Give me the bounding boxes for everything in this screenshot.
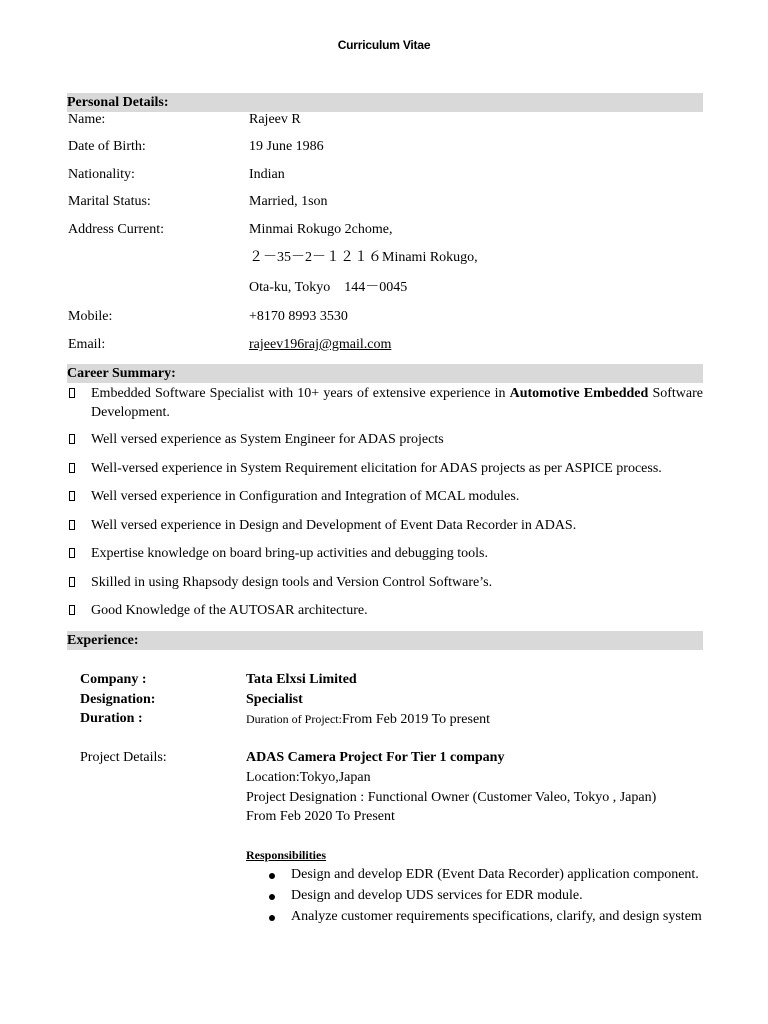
personal-row-address-3: [68, 278, 704, 298]
marital-status-label: Marital Status:: [68, 194, 151, 209]
summary-item-text: Well-versed experience in System Requirement elicitation for ADAS projects as per ASPICE process.: [91, 461, 662, 476]
nationality-value: Indian: [249, 167, 285, 182]
checkbox-bullet-icon: [69, 388, 75, 398]
duration-prefix: Duration of Project:: [246, 712, 342, 726]
name-value: Rajeev R: [249, 112, 301, 127]
checkbox-bullet-icon: [69, 463, 75, 473]
summary-item-text: [91, 384, 703, 422]
summary-text-part: Embedded Software Specialist with 10+ years of extensive experience in: [91, 386, 510, 401]
company-row: [80, 670, 720, 690]
address-line-2: ２－35－2－１２１６Minami Rokugo,: [249, 250, 478, 265]
checkbox-bullet-icon: [69, 577, 75, 587]
project-location: Location:Tokyo,Japan: [246, 770, 371, 785]
duration-text: From Feb 2019 To present: [341, 712, 491, 727]
career-summary-heading: Career Summary:: [67, 364, 703, 383]
summary-item-text: Well versed experience in Design and Development of Event Data Recorder in ADAS.: [91, 518, 577, 533]
personal-row-email: [68, 335, 704, 355]
email-link[interactable]: rajeev196raj@gmail.com: [249, 337, 392, 352]
personal-row-address-2: [68, 248, 704, 268]
checkbox-bullet-icon: [69, 434, 75, 444]
personal-row-mobile: [68, 307, 704, 327]
checkbox-bullet-icon: [69, 548, 75, 558]
duration-value: [246, 709, 490, 730]
dob-label: Date of Birth:: [68, 139, 146, 154]
designation-label: Designation:: [80, 692, 156, 707]
project-details-row: [80, 748, 720, 768]
summary-item-text: Good Knowledge of the AUTOSAR architecture.: [91, 603, 368, 618]
name-label: Name:: [68, 112, 106, 127]
mobile-label: Mobile:: [68, 309, 113, 324]
responsibility-text: Analyze customer requirements specifications, clarify, and design system: [291, 909, 702, 924]
summary-item-text: Well versed experience as System Engineer for ADAS projects: [91, 432, 444, 447]
email-label: Email:: [68, 337, 106, 352]
checkbox-bullet-icon: [69, 605, 75, 615]
duration-label: Duration :: [80, 711, 143, 726]
bullet-dot-icon: [269, 873, 275, 879]
checkbox-bullet-icon: [69, 520, 75, 530]
designation-row: [80, 690, 720, 710]
summary-item-text: Well versed experience in Configuration and Integration of MCAL modules.: [91, 489, 520, 504]
project-details-label: Project Details:: [80, 750, 167, 765]
bullet-dot-icon: [269, 894, 275, 900]
address-label: Address Current:: [68, 222, 165, 237]
designation-value: Specialist: [246, 692, 303, 707]
responsibility-text: Design and develop UDS services for EDR module.: [291, 888, 583, 903]
summary-item-text: Skilled in using Rhapsody design tools and Version Control Software’s.: [91, 575, 493, 590]
summary-text-part: Software Development.: [91, 386, 703, 420]
responsibility-text: Design and develop EDR (Event Data Recorder) application component.: [291, 867, 699, 882]
document-title: Curriculum Vitae: [337, 38, 431, 52]
nationality-label: Nationality:: [68, 167, 135, 182]
marital-status-value: Married, 1son: [249, 194, 328, 209]
project-title: ADAS Camera Project For Tier 1 company: [246, 750, 505, 765]
personal-row-address: [68, 220, 704, 240]
personal-details-heading: Personal Details:: [67, 93, 703, 112]
personal-row-dob: [68, 137, 704, 157]
personal-row-marital: [68, 192, 704, 212]
address-line-1: Minmai Rokugo 2chome,: [249, 222, 393, 237]
company-label: Company :: [80, 672, 147, 687]
personal-row-nationality: [68, 165, 704, 185]
mobile-value: +8170 8993 3530: [249, 309, 348, 324]
personal-row-name: [68, 110, 704, 130]
company-value: Tata Elxsi Limited: [246, 672, 357, 687]
dob-value: 19 June 1986: [249, 139, 324, 154]
duration-row: [80, 709, 720, 729]
address-line-3: Ota-ku, Tokyo 144－0045: [249, 280, 408, 295]
summary-bold-text: Automotive Embedded: [509, 386, 649, 401]
experience-heading: Experience:: [67, 631, 703, 650]
summary-item-text: Expertise knowledge on board bring-up activities and debugging tools.: [91, 546, 488, 561]
project-designation: Project Designation : Functional Owner (Customer Valeo, Tokyo , Japan): [246, 790, 657, 805]
project-period: From Feb 2020 To Present: [246, 809, 395, 824]
checkbox-bullet-icon: [69, 491, 75, 501]
responsibilities-heading: Responsibilities: [246, 848, 327, 862]
bullet-dot-icon: [269, 915, 275, 921]
